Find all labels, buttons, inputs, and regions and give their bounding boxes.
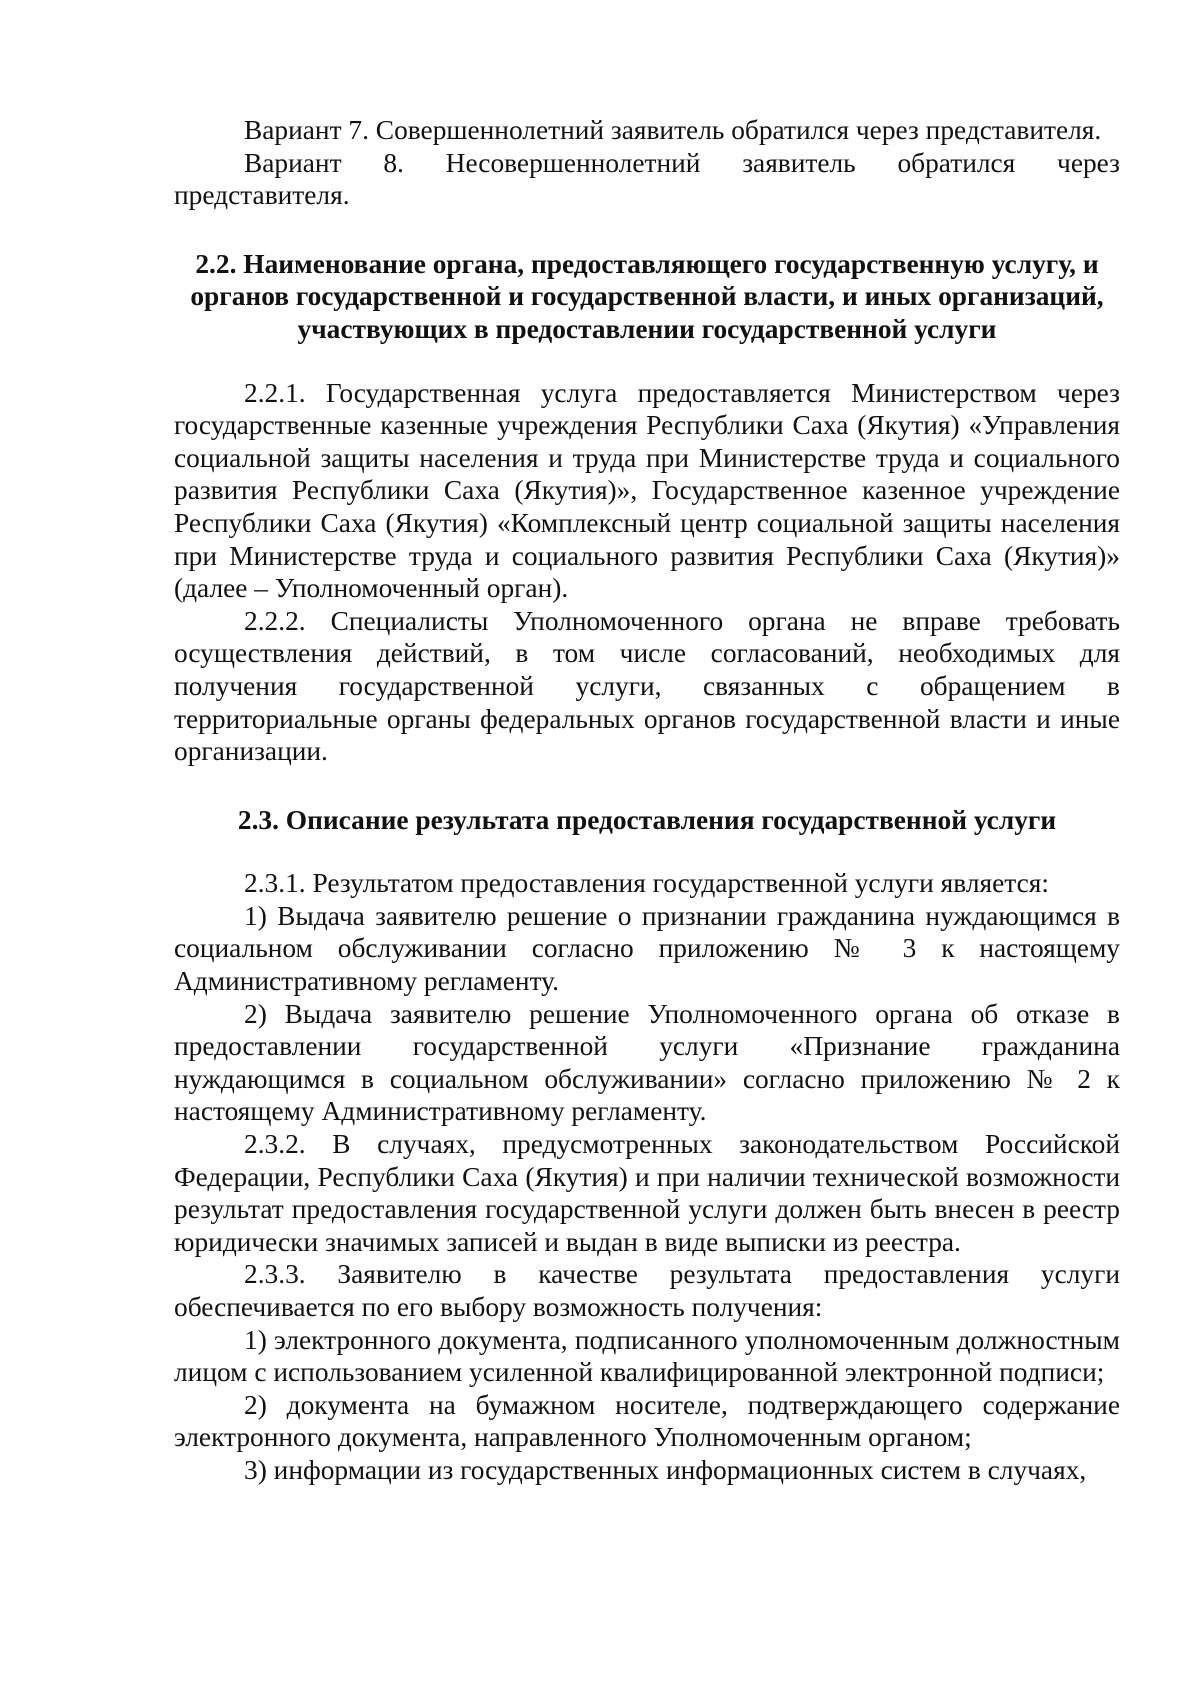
paragraph-2-3-2: 2.3.2. В случаях, предусмотренных законодательством Российской Федерации, Республики Саха (Якутия) и при наличии технической возможности результат предоставления государственной услуги должен быть внесен в реестр юридически значимых записей и выдан в виде выписки из реестра. [174, 1129, 1120, 1257]
paragraph-2-3-1: 2.3.1. Результатом предоставления государственной услуги является: [244, 868, 1049, 899]
list-item-option-2: 2) документа на бумажном носителе, подтверждающего содержание электронного документа, направленного Уполномоченным органом; [174, 1389, 1120, 1453]
list-item-option-1: 1) электронного документа, подписанного уполномоченным должностным лицом с использованием усиленной квалифицированной электронной подписи; [174, 1324, 1120, 1388]
document-page [174, 114, 1120, 1487]
section-heading-2-3: 2.3. Описание результата предоставления государственной услуги [237, 804, 1057, 835]
section-heading-2-2: 2.2. Наименование органа, предоставляющего государственную услугу, и органов государственной и государственной власти, и иных организаций, участвующих в предоставлении государственной услуги [190, 248, 1104, 344]
list-item-result-1: 1) Выдача заявителю решение о признании гражданина нуждающимся в социальном обслуживании согласно приложению № 3 к настоящему Административному регламенту. [174, 900, 1120, 997]
list-item-result-2: 2) Выдача заявителю решение Уполномоченного органа об отказе в предоставлении государственной услуги «Признание гражданина нуждающимся в социальном обслуживании» согласно приложению № 2 к настоящему Административному регламенту. [174, 998, 1120, 1127]
paragraph-2-3-3: 2.3.3. Заявителю в качестве результата предоставления услуги обеспечивается по его выбору возможность получения: [174, 1259, 1120, 1322]
list-item-option-3: 3) информации из государственных информационных систем в случаях, [244, 1454, 1087, 1485]
paragraph-2-2-2: 2.2.2. Специалисты Уполномоченного органа не вправе требовать осуществления действий, в том числе согласований, необходимых для получения государственной услуги, связанных с обращением в территориальные органы федеральных органов государственной власти и иные организации. [174, 605, 1120, 767]
paragraph-variant-7: Вариант 7. Совершеннолетний заявитель обратился через представителя. [244, 115, 1102, 145]
paragraph-2-2-1: 2.2.1. Государственная услуга предоставляется Министерством через государственные казенные учреждения Республики Саха (Якутия) «Управления социальной защиты населения и труда при Министерстве труда и социального развития Республики Саха (Якутия)», Государственное казенное учреждение Республики Саха (Якутия) «Комплексный центр социальной защиты населения при Министерстве труда и социального развития Республики Саха (Якутия)» (далее – Уполномоченный орган). [174, 377, 1120, 604]
paragraph-variant-8: Вариант 8. Несовершеннолетний заявитель обратился через представителя. [174, 147, 1120, 211]
